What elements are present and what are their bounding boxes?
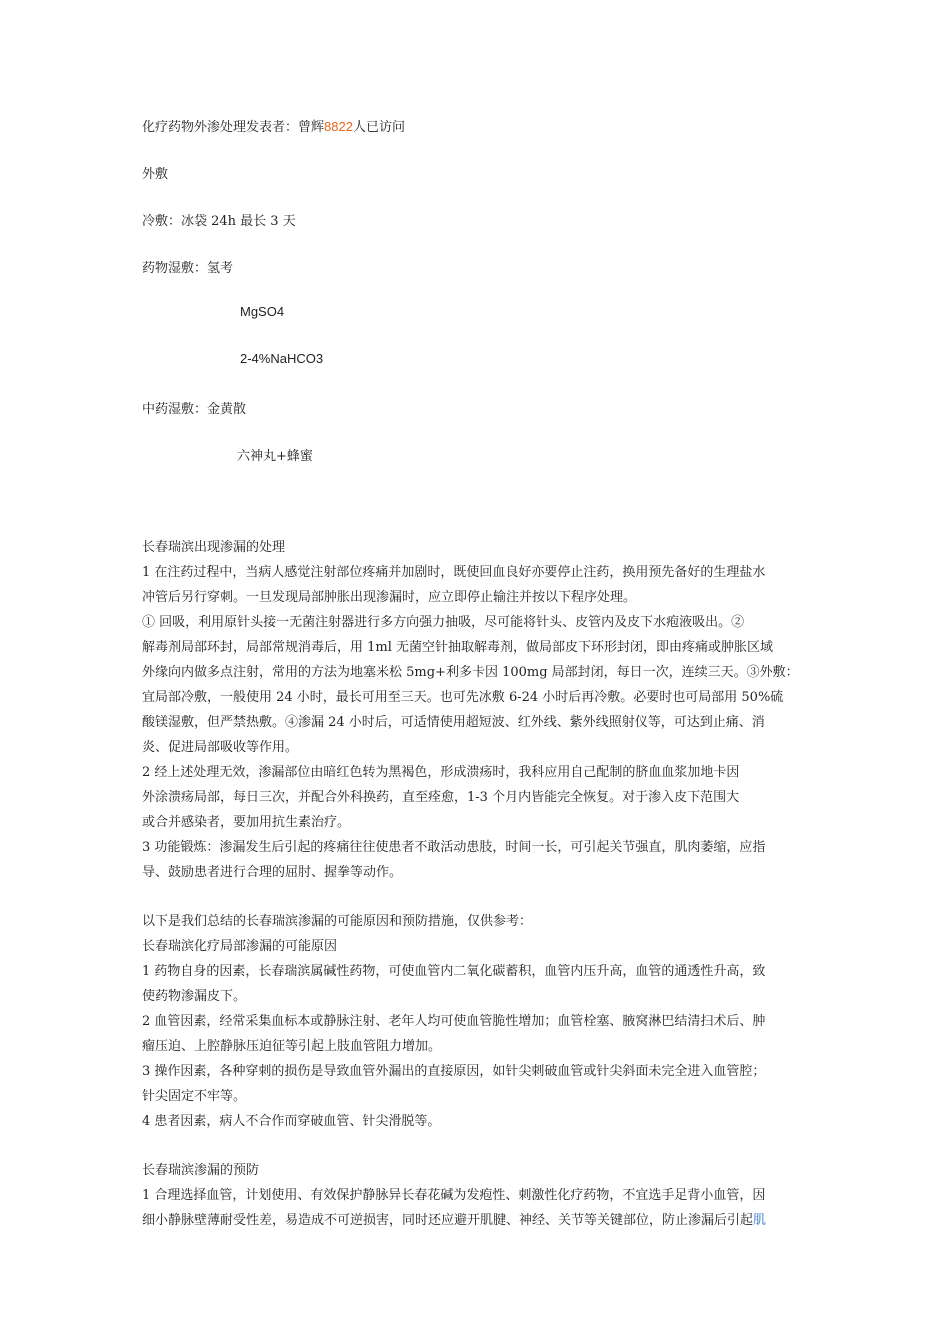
section-title-leak-handling: 长春瑞滨出现渗漏的处理 — [142, 540, 286, 555]
title-text: 化疗药物外渗处理发表者：曾辉 — [142, 120, 325, 135]
outline-drug-item-1: MgSO4 — [240, 304, 285, 319]
paragraph-line: 冲管后另行穿刺。一旦发现局部肿胀出现渗漏时，应立即停止输注并按以下程序处理。 — [142, 590, 637, 605]
paragraph-line: 2 经上述处理无效，渗漏部位由暗红色转为黑褐色，形成溃疡时，我科应用自己配制的脐血血浆加地卡因 — [142, 765, 740, 780]
page-title — [142, 116, 405, 135]
visit-suffix: 人已访问 — [352, 120, 405, 135]
paragraph-line: 瘤压迫、上腔静脉压迫征等引起上肢血管阻力增加。 — [142, 1039, 442, 1054]
visit-count: 8822 — [324, 119, 353, 134]
keyword-link[interactable]: 肌 — [753, 1213, 767, 1228]
paragraph-line: 导、鼓励患者进行合理的屈肘、握拳等动作。 — [142, 865, 403, 880]
summary-intro: 以下是我们总结的长春瑞滨渗漏的可能原因和预防措施，仅供参考： — [142, 914, 533, 929]
paragraph-line: 使药物渗漏皮下。 — [142, 989, 247, 1004]
paragraph-line — [142, 1209, 766, 1228]
paragraph-line: 3 操作因素，各种穿刺的损伤是导致血管外漏出的直接原因，如针尖刺破血管或针尖斜面未完全进入血管腔； — [142, 1064, 766, 1079]
paragraph-line: 1 合理选择血管，计划使用、有效保护静脉异长春花碱为发疱性、刺激性化疗药物，不宜选手足背小血管，因 — [142, 1188, 766, 1203]
paragraph-line: 外涂溃疡局部，每日三次，并配合外科换药，直至痊愈，1-3 个月内皆能完全恢复。对于渗入皮下范围大 — [142, 790, 740, 805]
paragraph-line: 酸镁湿敷，但严禁热敷。④渗漏 24 小时后，可适情使用超短波、红外线、紫外线照射仪等，可达到止痛、消 — [142, 715, 765, 730]
outline-tcm-wet-compress: 中药湿敷：金黄散 — [142, 402, 247, 417]
paragraph-line: 1 在注药过程中，当病人感觉注射部位疼痛并加剧时，既使回血良好亦要停止注药，换用预先备好的生理盐水 — [142, 565, 766, 580]
paragraph-line: 或合并感染者，要加用抗生素治疗。 — [142, 815, 351, 830]
outline-drug-wet-compress: 药物湿敷：氢考 — [142, 261, 234, 276]
section-title-causes: 长春瑞滨化疗局部渗漏的可能原因 — [142, 939, 338, 954]
paragraph-line: 炎、促进局部吸收等作用。 — [142, 740, 299, 755]
outline-tcm-item-1: 六神丸+蜂蜜 — [237, 449, 313, 464]
outline-cold-compress: 冷敷：冰袋 24h 最长 3 天 — [142, 214, 296, 229]
paragraph-line: 宜局部冷敷，一般使用 24 小时，最长可用至三天。也可先冰敷 6-24 小时后再冷敷。必要时也可局部用 50%硫 — [142, 690, 784, 705]
paragraph-line: 1 药物自身的因素，长春瑞滨属碱性药物，可使血管内二氧化碳蓄积，血管内压升高，血管的通透性升高，致 — [142, 964, 766, 979]
outline-heading: 外敷 — [142, 167, 169, 182]
paragraph-line: 2 血管因素，经常采集血标本或静脉注射、老年人均可使血管脆性增加；血管栓塞、腋窝淋巴结清扫术后、肿 — [142, 1014, 766, 1029]
paragraph-line: 4 患者因素，病人不合作而穿破血管、针尖滑脱等。 — [142, 1114, 441, 1129]
paragraph-line: 3 功能锻炼：渗漏发生后引起的疼痛往往使患者不敢活动患肢，时间一长，可引起关节强直，肌肉萎缩，应指 — [142, 840, 766, 855]
section-title-prevention: 长春瑞滨渗漏的预防 — [142, 1163, 260, 1178]
paragraph-line: 解毒剂局部环封，局部常规消毒后，用 1ml 无菌空针抽取解毒剂，做局部皮下环形封闭，即由疼痛或肿胀区域 — [142, 640, 774, 655]
paragraph-line: 针尖固定不牢等。 — [142, 1089, 247, 1104]
outline-drug-item-2: 2-4%NaHCO3 — [240, 351, 324, 366]
paragraph-line: ① 回吸，利用原针头接一无菌注射器进行多方向强力抽吸，尽可能将针头、皮管内及皮下水疱液吸出。② — [142, 615, 745, 630]
paragraph-text: 细小静脉壁薄耐受性差，易造成不可逆损害，同时还应避开肌腱、神经、关节等关键部位，防止渗漏后引起 — [142, 1213, 754, 1228]
paragraph-line: 外缘向内做多点注射，常用的方法为地塞米松 5mg+利多卡因 100mg 局部封闭，每日一次，连续三天。③外敷： — [142, 665, 799, 680]
